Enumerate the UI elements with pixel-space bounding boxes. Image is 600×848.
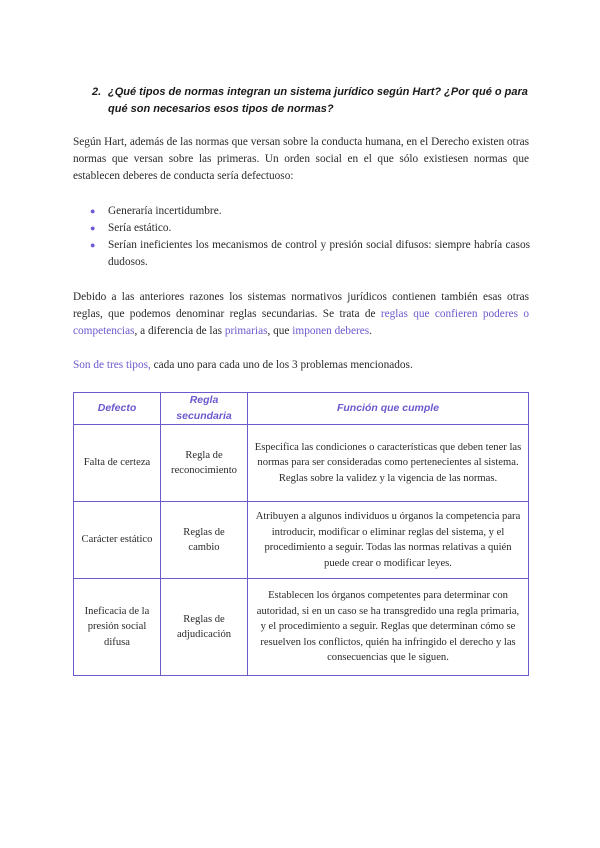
cell-rule: Reglas de adjudicación [161,579,248,676]
list-item: ● Sería estático. [90,220,530,237]
bullet-icon: ● [90,206,96,216]
question-heading [92,84,532,118]
bullet-icon: ● [90,223,96,233]
table-row [74,579,529,676]
link-confer-powers[interactable]: reglas que confieren poderes o competencias [73,308,529,337]
cell-rule: Reglas de cambio [161,502,248,579]
cell-function: Atribuyen a algunos individuos u órganos la competencia para introducir, modificar o eliminar reglas del sistema, y el procedimiento a seguir. Todas las normas relativas a quién puede crear o modificar leyes. [248,502,529,579]
defects-list [90,203,530,271]
cell-rule: Regla de reconocimiento [161,425,248,502]
table-row [74,425,529,502]
intro-paragraph: Según Hart, además de las normas que versan sobre la conducta humana, en el Derecho existen otras normas que versan sobre las primeras. Un orden social en el que sólo existiesen normas que establecen deberes de conducta sería defectuoso: [73,136,529,182]
list-item: ● Serían ineficientes los mecanismos de control y presión social difusos: siempre habría casos dudosos. [90,239,530,268]
cell-function: Establecen los órganos competentes para determinar con autoridad, si en un caso se ha transgredido una regla primaria, y el procedimiento a seguir. Reglas que determinan cómo se resuelven los conflictos, quién ha infringido el derecho y las consecuencias que le siguen. [248,579,529,676]
header-function: Función que cumple [248,393,529,425]
question-number: 2. [92,86,102,98]
table-row [74,502,529,579]
cell-defect: Carácter estático [74,502,161,579]
link-impose-duties[interactable]: imponen deberes [292,325,370,337]
cell-function: Especifica las condiciones o características que deben tener las normas para ser consideradas como pertenecientes al sistema. Reglas sobre la validez y la vigencia de las normas. [248,425,529,502]
bullet-icon: ● [90,240,96,250]
link-three-types[interactable]: Son de tres tipos, [73,359,151,371]
header-defect: Defecto [74,393,161,425]
table-header-row [74,393,529,425]
cell-defect: Falta de certeza [74,425,161,502]
cell-defect: Ineficacia de la presión social difusa [74,579,161,676]
list-item: ● Generaría incertidumbre. [90,203,530,220]
question-text: ¿Qué tipos de normas integran un sistema jurídico según Hart? ¿Por qué o para qué son necesarios esos tipos de normas? [108,86,528,115]
rules-table [73,392,529,676]
header-secondary-rule: Regla secundaria [161,393,248,425]
secondary-rules-paragraph: Debido a las anteriores razones los sistemas normativos jurídicos contienen también esas otras reglas, que podemos denominar reglas secundarias. Se trata de reglas que confieren poderes o competencias, a diferencia de las primarias, que imponen deberes. [73,291,529,337]
link-primary-rules[interactable]: primarias [224,325,268,337]
three-types-paragraph: Son de tres tipos, cada uno para cada uno de los 3 problemas mencionados. [73,359,413,371]
